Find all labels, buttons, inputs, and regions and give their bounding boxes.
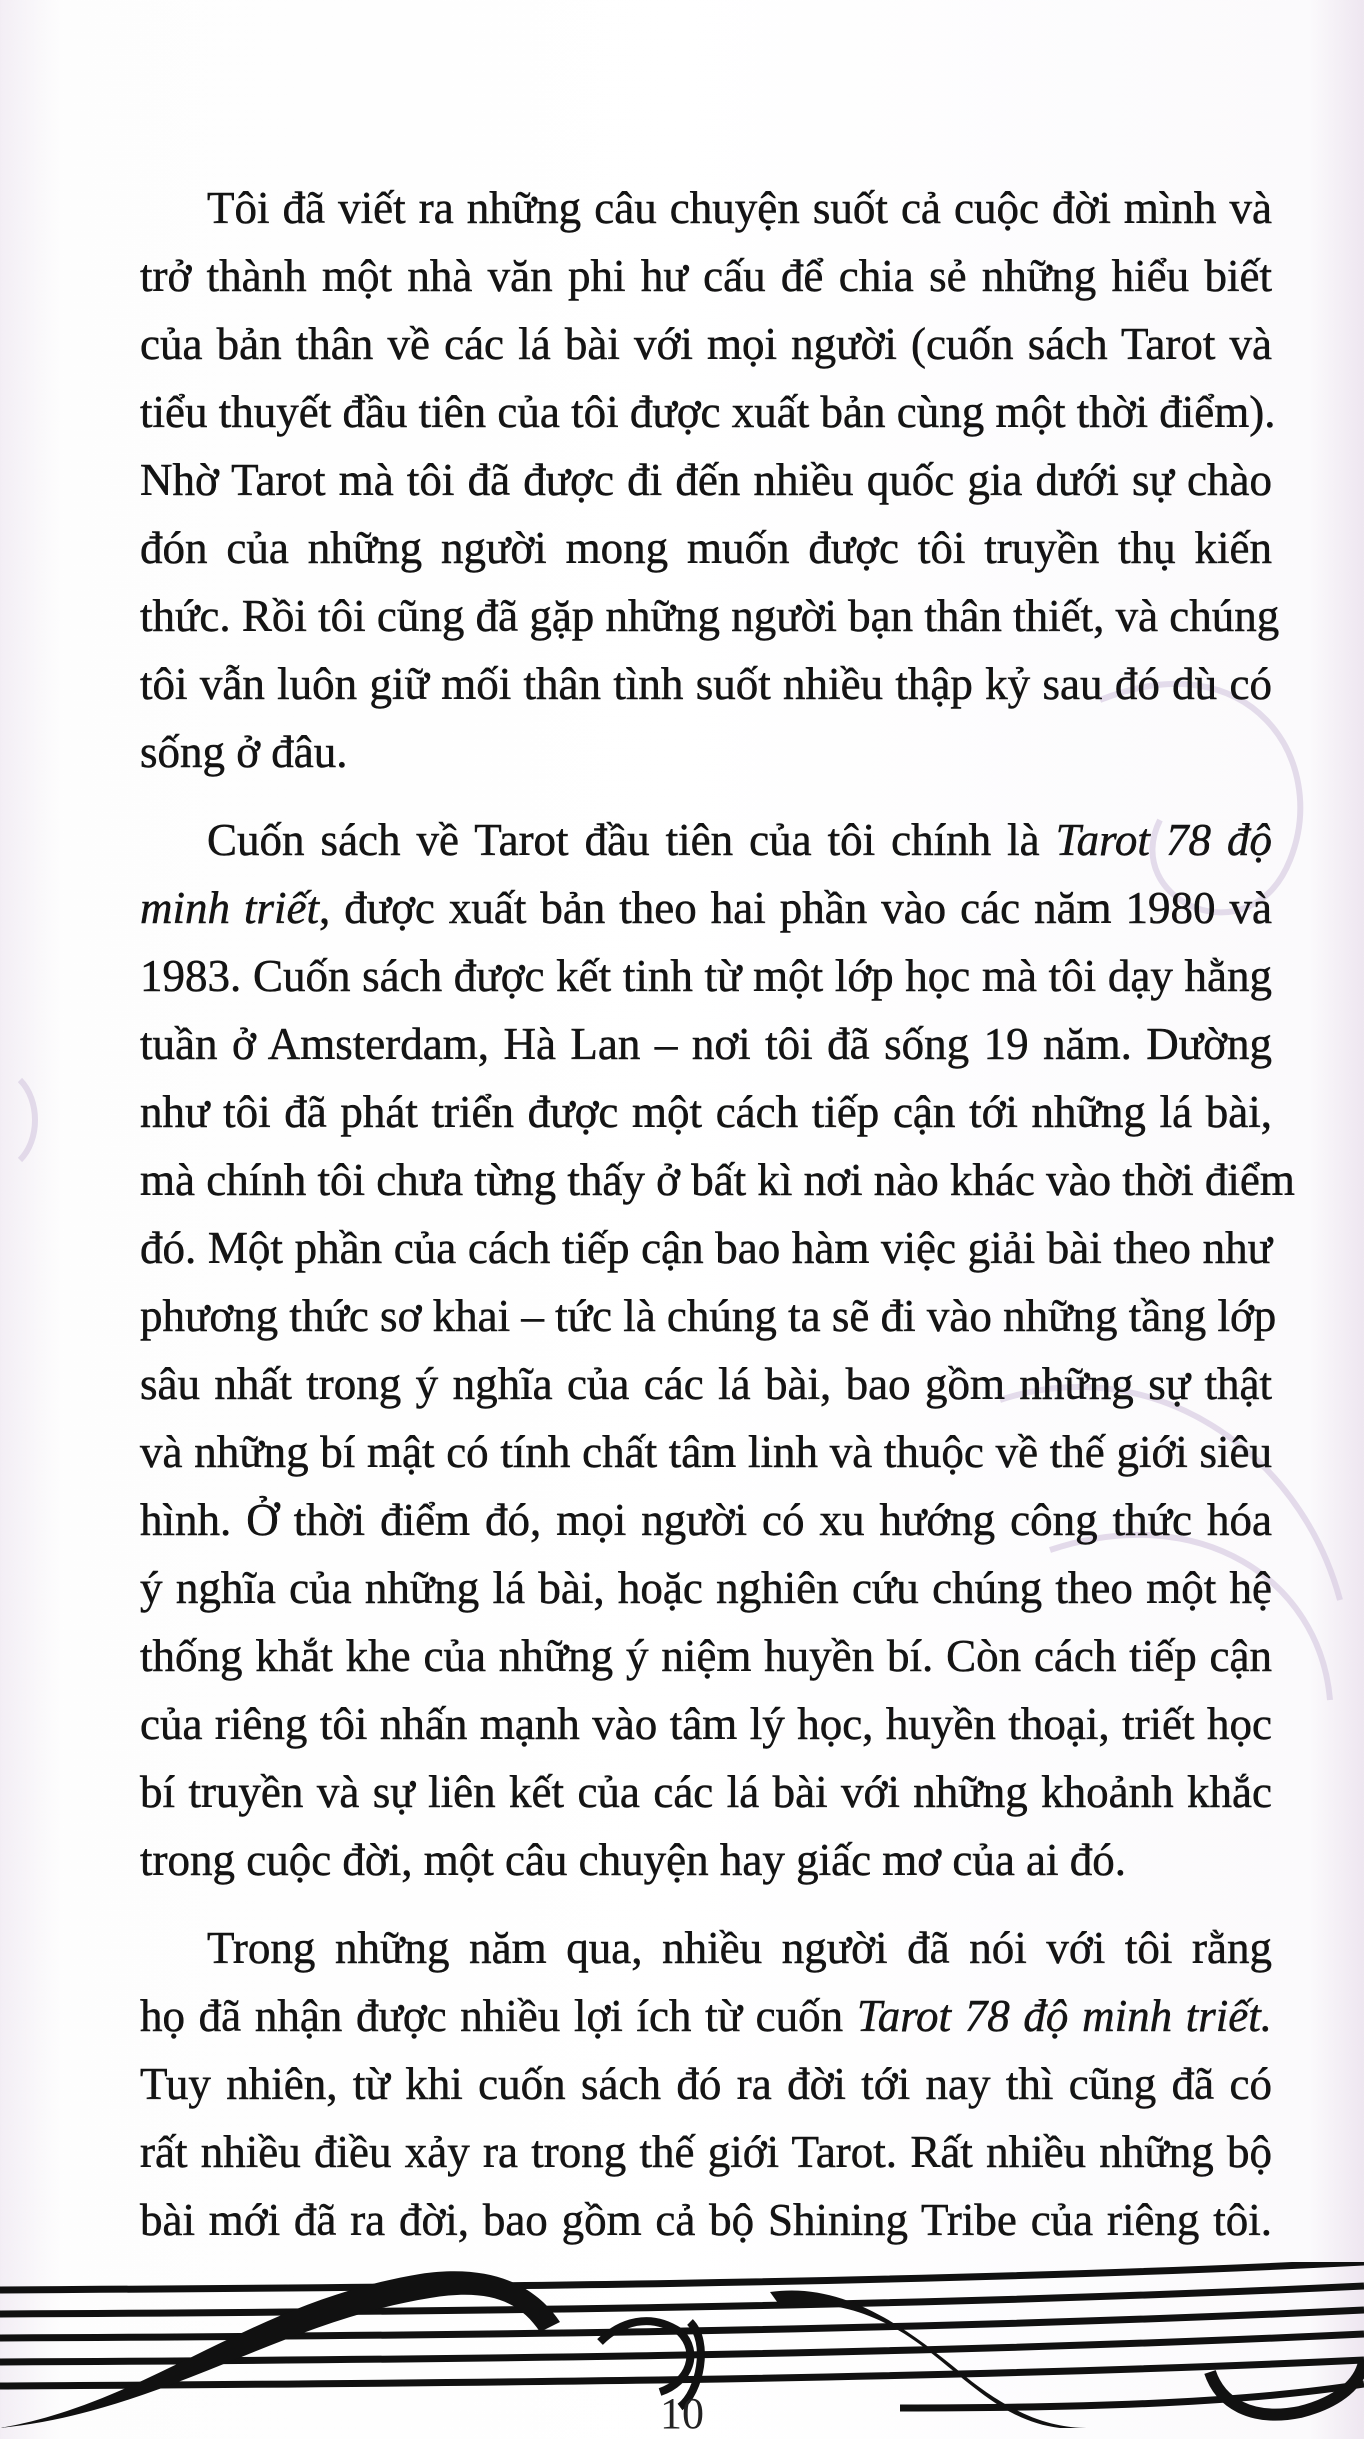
text-line xyxy=(140,1010,1272,1078)
text-line xyxy=(140,874,1272,942)
text-segment: đón của những người mong muốn được tôi truyền thụ kiến xyxy=(140,523,1272,573)
text-segment: trở thành một nhà văn phi hư cấu để chia sẻ những hiểu biết xyxy=(140,251,1272,301)
text-segment: của bản thân về các lá bài với mọi người (cuốn sách Tarot và xyxy=(140,319,1272,369)
text-line xyxy=(140,1350,1272,1418)
paragraph xyxy=(140,174,1280,786)
text-line xyxy=(140,1146,1295,1214)
text-segment: bài mới đã ra đời, bao gồm cả bộ Shining Tribe của riêng tôi. xyxy=(140,2195,1272,2245)
text-line xyxy=(140,1622,1272,1690)
text-line xyxy=(140,1078,1272,1146)
text-segment: hình. Ở thời điểm đó, mọi người có xu hướng công thức hóa xyxy=(140,1495,1272,1545)
text-segment: tuần ở Amsterdam, Hà Lan – nơi tôi đã sống 19 năm. Dường xyxy=(140,1019,1272,1069)
text-segment: rất nhiều điều xảy ra trong thế giới Tarot. Rất nhiều những bộ xyxy=(140,2127,1272,2177)
text-line xyxy=(140,718,1272,786)
text-segment: họ đã nhận được nhiều lợi ích từ cuốn xyxy=(140,1991,857,2041)
text-line xyxy=(140,446,1272,514)
text-segment: Cuốn sách về Tarot đầu tiên của tôi chính là xyxy=(207,815,1056,865)
text-line xyxy=(140,2118,1272,2186)
text-line xyxy=(140,1982,1272,2050)
text-segment: sâu nhất trong ý nghĩa của các lá bài, bao gồm những sự thật xyxy=(140,1359,1272,1409)
text-line xyxy=(140,1758,1272,1826)
text-segment: phương thức sơ khai – tức là chúng ta sẽ đi vào những tầng lớp xyxy=(140,1291,1277,1341)
italic-title-text: Tarot 78 độ minh triết. xyxy=(856,1991,1272,2041)
paragraph xyxy=(140,1914,1272,2254)
paragraph xyxy=(140,806,1295,1894)
text-line xyxy=(140,582,1280,650)
text-line xyxy=(140,1690,1272,1758)
text-line xyxy=(140,1554,1272,1622)
text-line xyxy=(140,1826,1272,1894)
text-line xyxy=(140,2050,1272,2118)
italic-title-text: minh triết xyxy=(140,883,319,933)
text-segment: trong cuộc đời, một câu chuyện hay giấc mơ của ai đó. xyxy=(140,1835,1127,1885)
body-text xyxy=(140,174,1295,2274)
text-line xyxy=(140,1282,1277,1350)
text-segment: như tôi đã phát triển được một cách tiếp cận tới những lá bài, xyxy=(140,1087,1272,1137)
text-line xyxy=(140,1418,1272,1486)
text-line xyxy=(140,310,1272,378)
text-segment: tôi vẫn luôn giữ mối thân tình suốt nhiều thập kỷ sau đó dù có xyxy=(140,659,1272,709)
text-segment: tiểu thuyết đầu tiên của tôi được xuất bản cùng một thời điểm). xyxy=(140,387,1276,437)
text-segment: thống khắt khe của những ý niệm huyền bí. Còn cách tiếp cận xyxy=(140,1631,1272,1681)
text-line xyxy=(140,806,1272,874)
text-line xyxy=(140,514,1272,582)
text-segment: bí truyền và sự liên kết của các lá bài với những khoảnh khắc xyxy=(140,1767,1272,1817)
text-line xyxy=(140,2186,1272,2254)
text-line xyxy=(140,1486,1272,1554)
text-line xyxy=(140,1214,1272,1282)
text-segment: , được xuất bản theo hai phần vào các năm 1980 và xyxy=(318,883,1272,933)
text-line xyxy=(140,242,1272,310)
text-line xyxy=(140,378,1276,446)
text-segment: Tuy nhiên, từ khi cuốn sách đó ra đời tới nay thì cũng đã có xyxy=(140,2059,1272,2109)
text-segment: đó. Một phần của cách tiếp cận bao hàm việc giải bài theo như xyxy=(140,1223,1272,1273)
text-line xyxy=(140,1914,1272,1982)
text-segment: Nhờ Tarot mà tôi đã được đi đến nhiều quốc gia dưới sự chào xyxy=(140,455,1272,505)
text-line xyxy=(140,174,1272,242)
text-segment: sống ở đâu. xyxy=(140,727,348,777)
page-number: 10 xyxy=(660,2389,704,2438)
text-line xyxy=(140,942,1272,1010)
text-segment: mà chính tôi chưa từng thấy ở bất kì nơi nào khác vào thời điểm xyxy=(140,1155,1295,1205)
italic-title-text: Tarot 78 độ xyxy=(1055,815,1272,865)
text-line xyxy=(140,650,1272,718)
text-segment: Trong những năm qua, nhiều người đã nói với tôi rằng xyxy=(207,1923,1272,1973)
text-segment: và những bí mật có tính chất tâm linh và thuộc về thế giới siêu xyxy=(140,1427,1272,1477)
text-segment: của riêng tôi nhấn mạnh vào tâm lý học, huyền thoại, triết học xyxy=(140,1699,1272,1749)
text-segment: thức. Rồi tôi cũng đã gặp những người bạn thân thiết, và chúng xyxy=(140,591,1280,641)
text-segment: Tôi đã viết ra những câu chuyện suốt cả cuộc đời mình và xyxy=(207,183,1272,233)
text-segment: ý nghĩa của những lá bài, hoặc nghiên cứu chúng theo một hệ xyxy=(140,1563,1272,1613)
text-segment: 1983. Cuốn sách được kết tinh từ một lớp học mà tôi dạy hằng xyxy=(140,951,1272,1001)
